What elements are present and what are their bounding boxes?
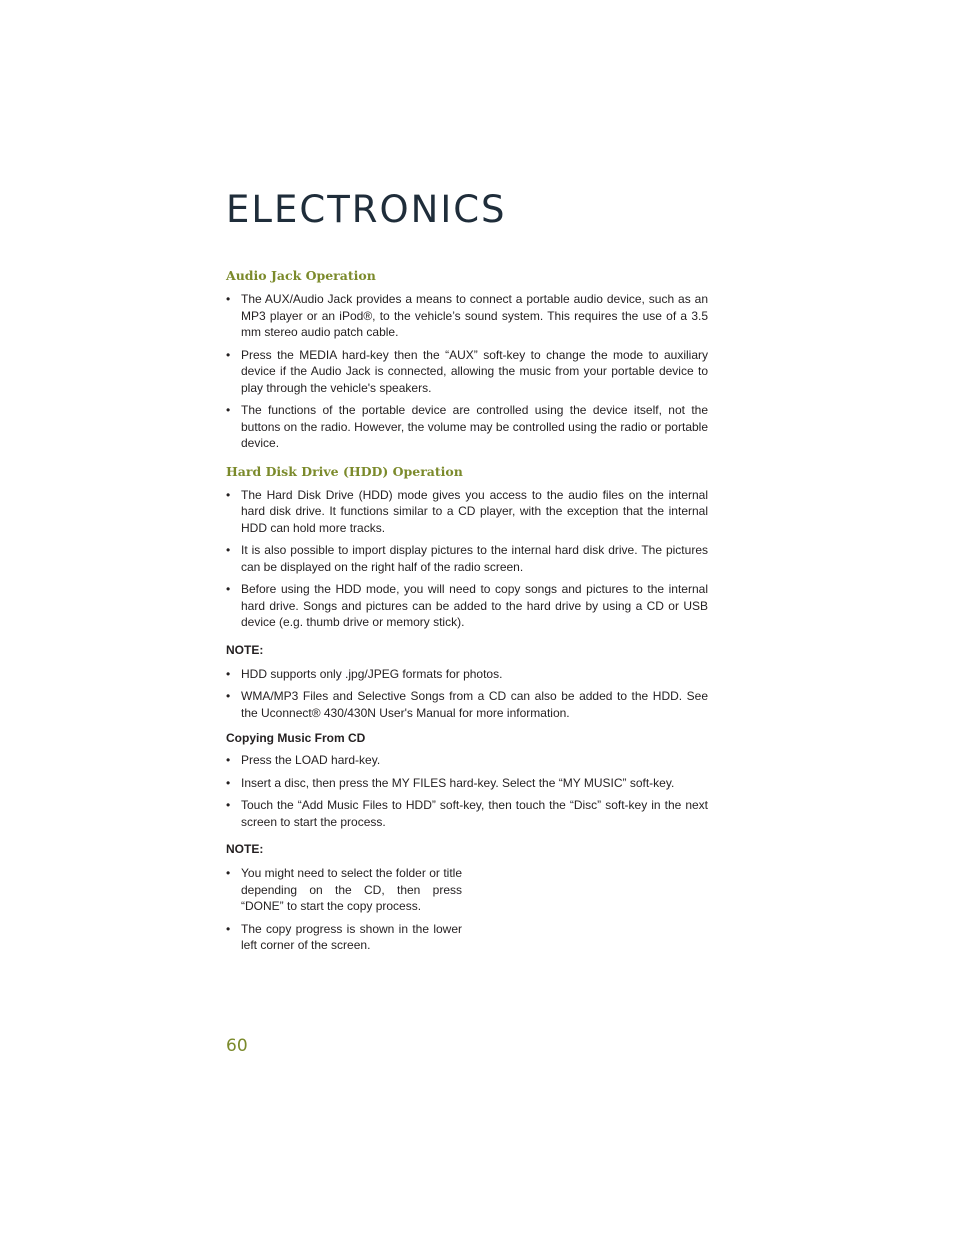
list-item — [226, 865, 462, 915]
list-item-text: Press the MEDIA hard-key then the “AUX” soft-key to change the mode to auxiliary device if the Audio Jack is connected, allowing the music from your portable device to play through the vehicle's speakers. — [241, 347, 708, 395]
bullet-dot-icon: • — [226, 775, 231, 790]
audio-jack-heading: Audio Jack Operation — [226, 268, 376, 283]
audio-jack-list — [226, 291, 708, 452]
hdd-note-label: NOTE: — [226, 642, 264, 657]
list-item-text: The Hard Disk Drive (HDD) mode gives you access to the audio files on the internal hard disk drive. It functions similar to a CD player, with the exception that the internal HDD can hold more tracks. — [241, 487, 708, 535]
bullet-dot-icon: • — [226, 347, 231, 362]
bullet-dot-icon: • — [226, 921, 231, 936]
list-item — [226, 775, 708, 792]
list-item — [226, 921, 462, 954]
list-item-text: The copy progress is shown in the lower left corner of the screen. — [241, 921, 462, 952]
list-item-text: The functions of the portable device are controlled using the device itself, not the buttons on the radio. However, the volume may be controlled using the radio or portable device. — [241, 403, 708, 450]
copying-note-label: NOTE: — [226, 842, 264, 856]
list-item-text: Press the LOAD hard-key. — [241, 753, 381, 767]
bullet-dot-icon: • — [226, 543, 231, 557]
list-item — [226, 542, 708, 575]
bullet-dot-icon: • — [226, 753, 231, 767]
list-item — [226, 688, 708, 721]
list-item — [226, 797, 708, 830]
list-item-text: Insert a disc, then press the MY FILES hard-key. Select the “MY MUSIC” soft-key. — [241, 775, 675, 790]
copying-list — [226, 752, 708, 830]
bullet-dot-icon: • — [226, 689, 231, 703]
bullet-dot-icon: • — [226, 582, 231, 596]
page-number: 60 — [226, 1036, 248, 1056]
list-item — [226, 666, 708, 683]
bullet-dot-icon: • — [226, 487, 231, 502]
list-item-text: It is also possible to import display pictures to the internal hard disk drive. The pictures can be displayed on the right half of the radio screen. — [241, 543, 708, 574]
list-item-text: Touch the “Add Music Files to HDD” soft-key, then touch the “Disc” soft-key in the next screen to start the process. — [241, 798, 708, 829]
section-title: ELECTRONICS — [226, 188, 507, 231]
list-item-text: HDD supports only .jpg/JPEG formats for photos. — [241, 666, 503, 681]
list-item — [226, 752, 708, 769]
list-item — [226, 581, 708, 631]
list-item — [226, 487, 708, 537]
bullet-dot-icon: • — [226, 666, 231, 681]
list-item-text: The AUX/Audio Jack provides a means to connect a portable audio device, such as an MP3 player or an iPod®, to the vehicle’s sound system. This requires the use of a 3.5 mm stereo audio patch cable. — [241, 292, 708, 339]
list-item — [226, 291, 708, 341]
copying-heading: Copying Music From CD — [226, 731, 366, 745]
hdd-note-list — [226, 666, 708, 722]
bullet-dot-icon: • — [226, 798, 231, 812]
list-item-text: Before using the HDD mode, you will need to copy songs and pictures to the internal hard drive. Songs and pictures can be added to the hard drive by using a CD or USB device (e.g. thumb drive or memory stick). — [241, 582, 708, 629]
hdd-heading: Hard Disk Drive (HDD) Operation — [226, 463, 463, 479]
list-item — [226, 402, 708, 452]
list-item-text: You might need to select the folder or title depending on the CD, then press “DONE” to start the copy process. — [241, 866, 462, 913]
bullet-dot-icon: • — [226, 403, 231, 417]
list-item — [226, 347, 708, 397]
list-item-text: WMA/MP3 Files and Selective Songs from a CD can also be added to the HDD. See the Uconnect® 430/430N User's Manual for more information. — [241, 689, 708, 720]
page-content — [226, 268, 708, 960]
hdd-list — [226, 487, 708, 631]
bullet-dot-icon: • — [226, 292, 231, 306]
bullet-dot-icon: • — [226, 866, 231, 880]
copying-note-list — [226, 865, 462, 954]
